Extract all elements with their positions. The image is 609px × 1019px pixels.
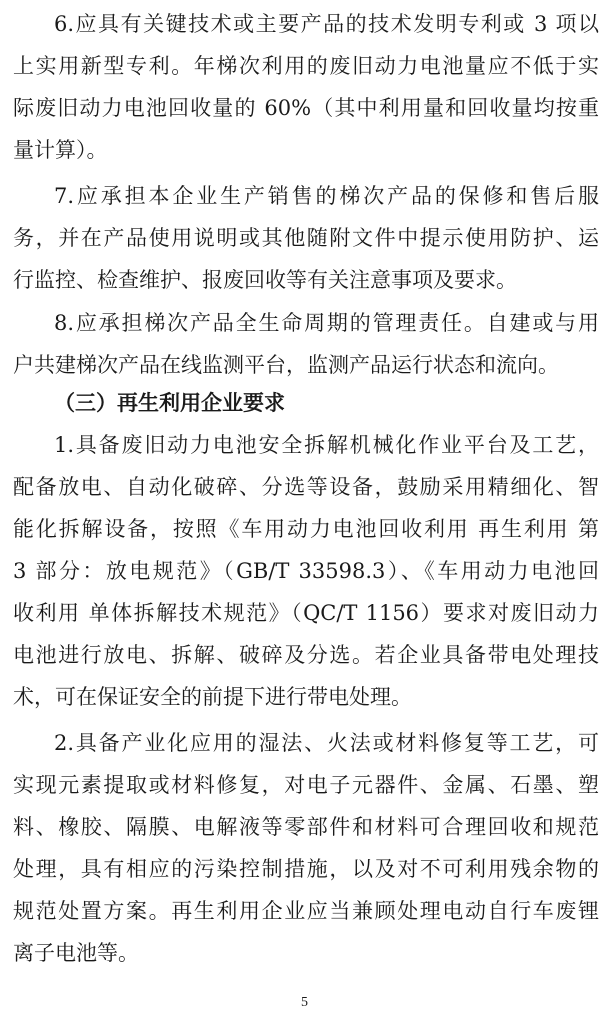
paragraph-line: 电池进行放电、拆解、破碎及分选。若企业具备带电处理技 bbox=[13, 643, 599, 667]
paragraph-line: 实现元素提取或材料修复，对电子元器件、金属、石墨、塑 bbox=[13, 773, 599, 797]
paragraph-line: 际废旧动力电池回收量的 60%（其中利用量和回收量均按重 bbox=[13, 96, 599, 120]
paragraph-line: 术，可在保证安全的前提下进行带电处理。 bbox=[13, 685, 412, 709]
paragraph-line: 离子电池等。 bbox=[13, 941, 139, 965]
paragraph-line: 收利用 单体拆解技术规范》（QC/T 1156）要求对废旧动力 bbox=[13, 601, 599, 625]
paragraph-line: 能化拆解设备，按照《车用动力电池回收利用 再生利用 第 bbox=[13, 517, 599, 541]
paragraph-line: 户共建梯次产品在线监测平台，监测产品运行状态和流向。 bbox=[13, 353, 559, 377]
paragraph-line: 配备放电、自动化破碎、分选等设备，鼓励采用精细化、智 bbox=[13, 475, 599, 499]
page-number: 5 bbox=[301, 995, 308, 1010]
paragraph-line: 处理，具有相应的污染控制措施，以及对不可利用残余物的 bbox=[13, 857, 599, 881]
paragraph-line: 1.具备废旧动力电池安全拆解机械化作业平台及工艺， bbox=[54, 433, 599, 457]
paragraph-line: 2.具备产业化应用的湿法、火法或材料修复等工艺，可 bbox=[54, 731, 599, 755]
paragraph-line: 务，并在产品使用说明或其他随附文件中提示使用防护、运 bbox=[13, 226, 599, 250]
section-heading: （三）再生利用企业要求 bbox=[54, 390, 285, 415]
paragraph-line: 量计算）。 bbox=[13, 138, 108, 162]
paragraph-line: 料、橡胶、隔膜、电解液等零部件和材料可合理回收和规范 bbox=[13, 815, 599, 839]
paragraph-line: 行监控、检查维护、报废回收等有关注意事项及要求。 bbox=[13, 268, 517, 292]
paragraph-line: 上实用新型专利。年梯次利用的废旧动力电池量应不低于实 bbox=[13, 54, 599, 78]
paragraph-line: 8.应承担梯次产品全生命周期的管理责任。自建或与用 bbox=[54, 311, 599, 335]
paragraph-line: 规范处置方案。再生利用企业应当兼顾处理电动自行车废锂 bbox=[13, 899, 599, 923]
paragraph-line: 6.应具有关键技术或主要产品的技术发明专利或 3 项以 bbox=[54, 12, 599, 36]
paragraph-line: 7.应承担本企业生产销售的梯次产品的保修和售后服 bbox=[54, 184, 599, 208]
paragraph-line: 3 部分：放电规范》（GB/T 33598.3）、《车用动力电池回 bbox=[13, 559, 599, 583]
